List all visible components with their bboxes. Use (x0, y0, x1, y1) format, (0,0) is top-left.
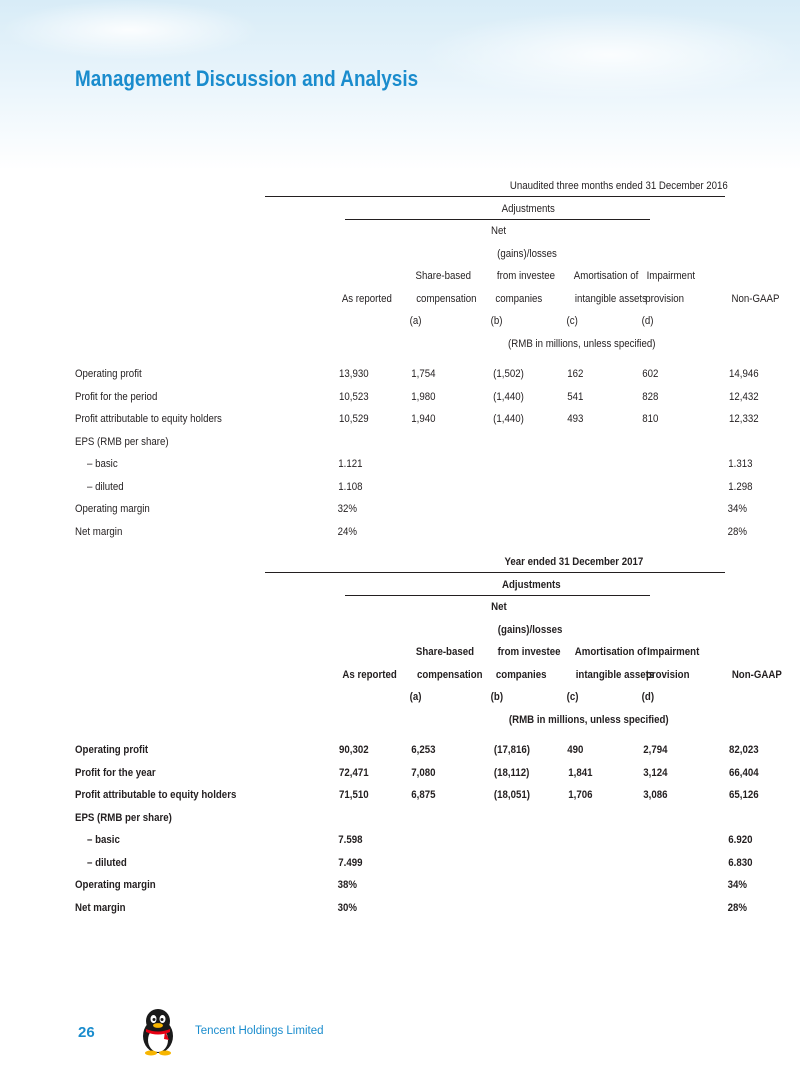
penguin-mascot-icon (138, 1006, 178, 1056)
header-net: (gains)/losses (497, 623, 563, 636)
units-note: (RMB in millions, unless specified) (507, 337, 655, 350)
cell-ng: 65,126 (729, 789, 759, 801)
note-d: (d) (641, 691, 655, 703)
cell-sbc: 6,875 (411, 789, 436, 801)
cell-ng: 12,332 (729, 413, 759, 425)
cell-imp: 810 (642, 413, 659, 425)
table-row (75, 363, 759, 386)
header-net: companies (495, 668, 547, 681)
cell-am: 1,706 (568, 789, 593, 801)
period-header-row (75, 551, 725, 574)
header-non-gaap: Non-GAAP (731, 292, 780, 305)
note-d: (d) (641, 315, 654, 327)
cell-sbc: 6,253 (411, 744, 436, 756)
adjustments-row (75, 574, 725, 597)
row-label: – basic (87, 458, 118, 470)
note-b: (b) (490, 691, 504, 703)
header-net: Net (491, 225, 507, 237)
cell-imp: 3,086 (643, 789, 668, 801)
cell-gl: (18,051) (493, 789, 530, 801)
table-row (75, 521, 748, 544)
cell-as-reported: 1.108 (338, 480, 363, 493)
row-label: – diluted (87, 856, 127, 869)
note-a: (a) (409, 691, 422, 703)
header-non-gaap: Non-GAAP (731, 668, 782, 681)
header-impair: Impairment (647, 646, 700, 658)
cell-as-reported: 24% (337, 525, 358, 538)
table-row (75, 476, 753, 499)
table-row (75, 807, 725, 830)
cell-as-reported: 10,529 (339, 413, 369, 425)
cell-ng: 1.313 (728, 458, 753, 470)
header-sbc: Share-based (415, 646, 475, 658)
cell-gl: (1,440) (493, 413, 524, 425)
row-label: Profit for the period (75, 390, 158, 403)
cell-as-reported: 7.598 (338, 834, 363, 846)
table-row (75, 829, 753, 852)
cell-ng: 82,023 (729, 744, 759, 756)
page-footer (0, 1000, 800, 1085)
adjustments-header: Adjustments (501, 578, 561, 591)
row-label: EPS (RMB per share) (75, 811, 172, 824)
cell-am: 490 (567, 744, 584, 756)
row-label: EPS (RMB per share) (75, 435, 169, 448)
page-number: 26 (78, 1024, 95, 1041)
header-net: Net (491, 601, 507, 613)
units-note: (RMB in millions, unless specified) (508, 713, 669, 726)
adjustments-row (75, 198, 725, 221)
cell-ng: 28% (727, 901, 748, 914)
table-fy-2017 (75, 551, 782, 919)
period-header: Year ended 31 December 2017 (504, 556, 644, 568)
cell-gl: (1,502) (493, 368, 524, 380)
table-row (75, 874, 748, 897)
row-label: Profit for the year (75, 766, 156, 779)
header-as-reported: As reported (341, 292, 392, 305)
row-label: Net margin (75, 525, 123, 538)
cell-ng: 66,404 (729, 766, 759, 779)
table-row (75, 784, 759, 807)
table-q4-2016 (75, 175, 780, 543)
cell-imp: 2,794 (643, 744, 668, 756)
cell-am: 541 (567, 390, 584, 403)
cell-ng: 1.298 (728, 480, 753, 493)
cell-as-reported: 30% (337, 901, 358, 914)
page-title: Management Discussion and Analysis (75, 66, 419, 91)
table-row (75, 897, 748, 920)
adjustments-header: Adjustments (501, 202, 555, 215)
table-row (75, 498, 748, 521)
header-net: (gains)/losses (497, 247, 557, 260)
table-row (75, 408, 759, 431)
header-as-reported: As reported (342, 668, 397, 681)
cell-ng: 28% (727, 525, 748, 538)
header-impair: Impairment (646, 270, 696, 282)
row-label: Operating profit (75, 368, 142, 380)
cell-gl: (17,816) (493, 744, 530, 756)
cell-as-reported: 72,471 (339, 766, 369, 779)
cell-as-reported: 71,510 (339, 789, 369, 801)
header-sbc: compensation (416, 668, 483, 681)
header-amort: intangible assets (574, 292, 647, 305)
note-b: (b) (490, 315, 503, 327)
cell-as-reported: 90,302 (339, 744, 369, 756)
header-sbc: Share-based (415, 270, 471, 282)
cell-as-reported: 13,930 (339, 368, 369, 380)
cell-gl: (1,440) (493, 390, 524, 403)
cell-gl: (18,112) (493, 766, 530, 779)
table-body (75, 739, 759, 919)
table-row (75, 739, 759, 762)
table-row (75, 762, 759, 785)
cell-as-reported: 10,523 (339, 390, 369, 403)
row-label: Operating profit (75, 744, 149, 756)
header-impair: provision (645, 292, 685, 305)
period-header-row (75, 175, 728, 198)
header-amort: Amortisation of (573, 270, 639, 282)
cell-as-reported: 7.499 (338, 856, 363, 869)
cell-as-reported: 38% (337, 879, 358, 891)
header-sbc: compensation (416, 292, 477, 305)
row-label: Profit attributable to equity holders (75, 413, 222, 425)
table-row (75, 453, 753, 476)
row-label: Operating margin (75, 879, 156, 891)
cell-ng: 34% (727, 879, 748, 891)
table-body (75, 363, 759, 543)
cell-sbc: 7,080 (411, 766, 436, 779)
cell-as-reported: 32% (337, 503, 358, 515)
header-net: from investee (497, 646, 561, 658)
cell-imp: 602 (642, 368, 659, 380)
cell-ng: 14,946 (729, 368, 759, 380)
row-label: – diluted (87, 480, 124, 493)
cell-as-reported: 1.121 (338, 458, 363, 470)
period-header: Unaudited three months ended 31 December 2016 (509, 180, 728, 192)
header-net: companies (495, 292, 543, 305)
cell-sbc: 1,754 (411, 368, 436, 380)
header-impair: provision (645, 668, 690, 681)
table-row (75, 852, 753, 875)
table-row (75, 386, 759, 409)
note-c: (c) (566, 315, 578, 327)
cell-am: 1,841 (568, 766, 593, 779)
cell-ng: 34% (727, 503, 748, 515)
cell-am: 493 (567, 413, 584, 425)
cell-ng: 12,432 (729, 390, 759, 403)
cell-ng: 6.830 (728, 856, 753, 869)
cell-am: 162 (567, 368, 584, 380)
note-c: (c) (566, 691, 579, 703)
company-name: Tencent Holdings Limited (195, 1025, 324, 1037)
header-net: from investee (496, 270, 556, 282)
cell-imp: 3,124 (643, 766, 668, 779)
row-label: Profit attributable to equity holders (75, 789, 237, 801)
row-label: Net margin (75, 901, 126, 914)
cell-ng: 6.920 (728, 834, 753, 846)
cell-sbc: 1,940 (411, 413, 436, 425)
cell-imp: 828 (642, 390, 659, 403)
header-amort: intangible assets (575, 668, 655, 681)
note-a: (a) (409, 315, 422, 327)
cell-sbc: 1,980 (411, 390, 436, 403)
header-amort: Amortisation of (574, 646, 647, 658)
row-label: – basic (87, 834, 120, 846)
table-row (75, 431, 725, 454)
row-label: Operating margin (75, 503, 150, 515)
